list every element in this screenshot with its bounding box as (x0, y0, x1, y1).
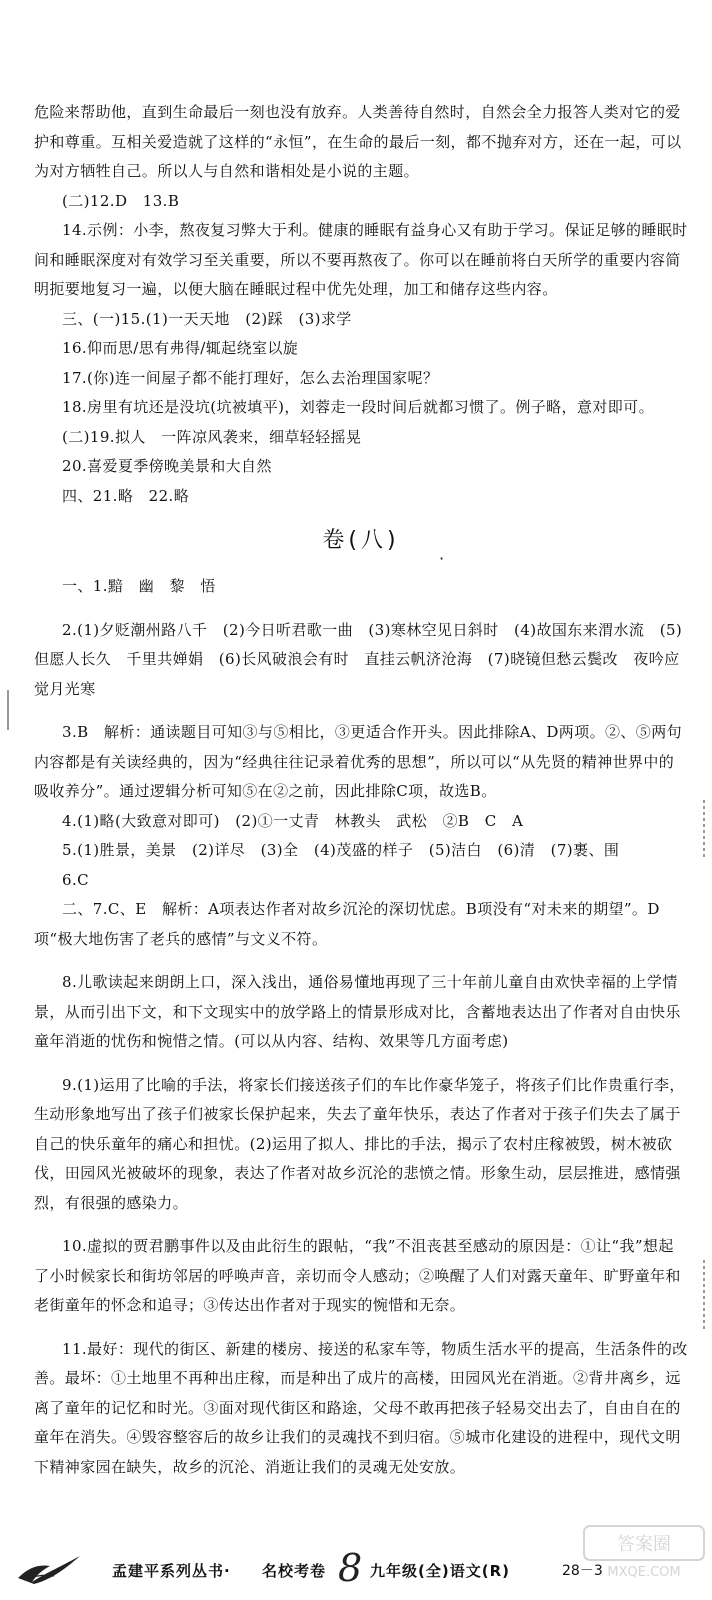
section-title (34, 523, 688, 568)
page-number: 28－3 (562, 1563, 603, 1579)
book-title: 名校考卷 (262, 1562, 327, 1580)
answer-6: 6.C (62, 870, 89, 889)
answer-3: 3.B 解析：通读题目可知③与⑤相比，③更适合作开头。因此排除A、D两项。②、⑤两句内容都是有关读经典的，因为“经典往往记录着优秀的思想”，所以可以“从先贤的精神世界中的吸收养分”。通过逻辑分析可知⑤在②之前，因此排除C项，故选B。 (34, 723, 682, 800)
svg-text:答案圈: 答案圈 (617, 1534, 671, 1555)
answer-5: 5.(1)胜景，美景 (2)详尽 (3)全 (4)茂盛的样子 (5)洁白 (6)清 (7)裹、围 (62, 841, 620, 859)
answer-14: 14.示例：小李，熬夜复习弊大于利。健康的睡眠有益身心又有助于学习。保证足够的睡眠时间和睡眠深度对有效学习至关重要，所以不要再熬夜了。你可以在睡前将白天所学的重要内容简明扼要地复习一遍，以便大脑在睡眠过程中优先处理，加工和储存这些内容。 (34, 221, 688, 298)
paragraph-continuation: 危险来帮助他，直到生命最后一刻也没有放弃。人类善待自然时，自然会全力报答人类对它的爱护和尊重。互相关爱造就了这样的“永恒”，在生命的最后一刻，都不抛弃对方，还在一起，可以为对方牺牲自己。所以人与自然和谐相处是小说的主题。 (34, 103, 682, 180)
answer-7: 二、7.C、E 解析：A项表达作者对故乡沉沦的深切忧虑。B项没有“对未来的期望”。D项“极大地伤害了老兵的感情”与文义不符。 (34, 900, 660, 948)
answer-20: 20.喜爱夏季傍晚美景和大自然 (62, 457, 272, 475)
swallow-logo-icon (14, 1550, 84, 1586)
answer-17: 17.(你)连一间屋子都不能打理好，怎么去治理国家呢？ (62, 368, 439, 387)
answer-1: 一、1.黯 幽 黎 悟 (62, 577, 216, 595)
answer-8: 8.儿歌读起来朗朗上口，深入浅出，通俗易懂地再现了三十年前儿童自由欢快幸福的上学情景，从而引出下文，和下文现实中的放学路上的情景形成对比，含蓄地表达出了作者对自由快乐童年消逝的忧伤和惋惜之情。(可以从内容、结构、效果等几方面考虑) (34, 973, 681, 1050)
answer-content (34, 98, 688, 1482)
series-name: 孟建平系列丛书· (112, 1562, 231, 1580)
answer-9: 9.(1)运用了比喻的手法，将家长们接送孩子们的车比作豪华笼子，将孩子们比作贵重行李，生动形象地写出了孩子们被家长保护起来，失去了童年快乐，表达了作者对于孩子们失去了属于自己的快乐童年的痛心和担忧。(2)运用了拟人、排比的手法，揭示了农村庄稼被毁，树木被砍伐，田园风光被破坏的现象，表达了作者对故乡沉沦的悲愤之情。形象生动，层层推进，感情强烈，有很强的感染力。 (34, 1075, 685, 1212)
answer-18: 18.房里有坑还是没坑(坑被填平)，刘蓉走一段时间后就都习惯了。例子略，意对即可。 (62, 398, 654, 416)
section-title-text: 卷(八) (322, 528, 400, 553)
answer-2: 2.(1)夕贬潮州路八千 (2)今日听君歌一曲 (3)寒林空见日斜时 (4)故国东来渭水流 (5)但愿人长久 千里共婵娟 (6)长风破浪会有时 直挂云帆济沧海 (7)晓镜但愁云鬓改 夜吟应觉月光寒 (34, 620, 683, 698)
answer-19: (二)19.拟人 一阵凉风袭来，细草轻轻摇晃 (62, 427, 362, 446)
handwritten-mark: 8 (338, 1546, 363, 1590)
answer-4: 4.(1)略(大致意对即可) (2)①一丈青 林教头 武松 ②B C A (62, 811, 524, 830)
grade-subject: 九年级(全)语文(R) (370, 1562, 510, 1580)
watermark-logo-icon (580, 1522, 708, 1582)
answer-16: 16.仰而思/思有弗得/辄起绕室以旋 (62, 339, 299, 357)
svg-text:MXQE.COM: MXQE.COM (607, 1565, 681, 1580)
answer-15: 三、(一)15.(1)一天天地 (2)踩 (3)求学 (62, 309, 352, 328)
decorative-dot: · (439, 549, 449, 568)
answer-10: 10.虚拟的贾君鹏事件以及由此衍生的跟帖，“我”不沮丧甚至感动的原因是：①让“我”想起了小时候家长和街坊邻居的呼唤声音，亲切而令人感动；②唤醒了人们对露天童年、旷野童年和老街童年的怀念和追寻；③传达出作者对于现实的惋惜和无奈。 (34, 1237, 681, 1314)
answer-21-22: 四、21.略 22.略 (62, 486, 190, 505)
answer-11: 11.最好：现代的街区、新建的楼房、接送的私家车等，物质生活水平的提高，生活条件的改善。最坏：①土地里不再种出庄稼，而是种出了成片的高楼，田园风光在消逝。②背井离乡，远离了童年的记忆和时光。③面对现代街区和路途，父母不敢再把孩子轻易交出去了，自由自在的童年在消失。④毁容整容后的故乡让我们的灵魂找不到归宿。⑤城市化建设的进程中，现代文明下精神家园在缺失，故乡的沉沦、消逝让我们的灵魂无处安放。 (34, 1339, 688, 1476)
answer-12-13: (二)12.D 13.B (62, 191, 180, 210)
